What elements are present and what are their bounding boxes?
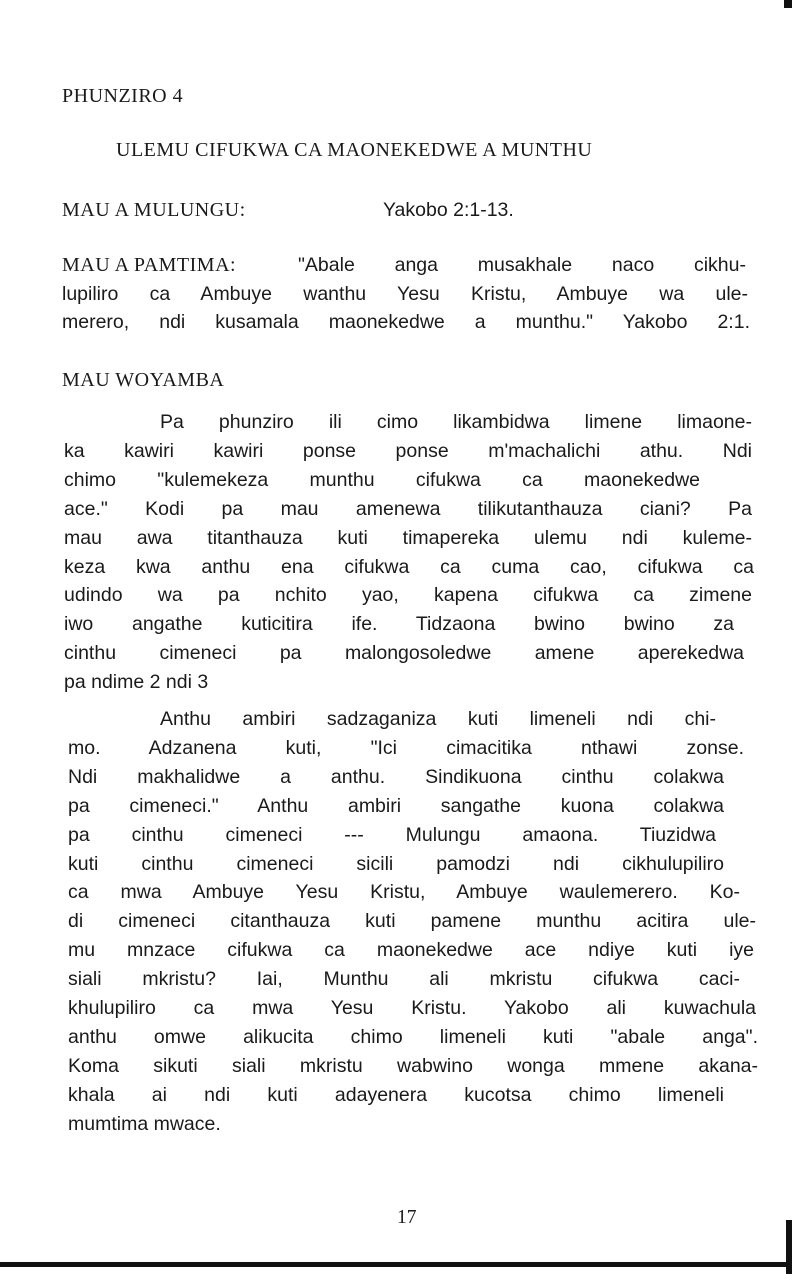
paragraph-line: pa cimeneci." Anthu ambiri sangathe kuona colakwa: [68, 794, 724, 817]
paragraph-line: pa cinthu cimeneci --- Mulungu amaona. Tiuzidwa: [68, 823, 716, 846]
paragraph-line: khala ai ndi kuti adayenera kucotsa chimo limeneli: [68, 1083, 724, 1106]
intro-heading: MAU WOYAMBA: [62, 369, 225, 391]
paragraph-line: Pa phunziro ili cimo likambidwa limene limaone-: [160, 411, 752, 433]
paragraph-line: ka kawiri kawiri ponse ponse m'machalichi athu. Ndi: [64, 439, 752, 462]
scripture-label: MAU A MULUNGU:: [62, 199, 246, 221]
paragraph-line: Koma sikuti siali mkristu wabwino wonga mmene akana-: [68, 1054, 758, 1077]
scripture-reference: Yakobo 2:1-13.: [383, 199, 514, 221]
paragraph-line: mo. Adzanena kuti, "Ici cimacitika nthawi zonse.: [68, 736, 744, 759]
memory-verse-label: MAU A PAMTIMA:: [62, 254, 237, 276]
paragraph-line: mu mnzace cifukwa ca maonekedwe ace ndiye kuti iye: [68, 939, 754, 962]
memory-verse-line: "Abale anga musakhale naco cikhu-: [298, 254, 746, 276]
paragraph-line: khulupiliro ca mwa Yesu Kristu. Yakobo ali kuwachula: [68, 997, 756, 1019]
paragraph-line: mau awa titanthauza kuti timapereka ulemu ndi kuleme-: [64, 526, 752, 549]
paragraph-line: ca mwa Ambuye Yesu Kristu, Ambuye waulemerero. Ko-: [68, 881, 740, 904]
paragraph-line: ace." Kodi pa mau amenewa tilikutanthauza ciani? Pa: [64, 497, 752, 520]
memory-verse-line: lupiliro ca Ambuye wanthu Yesu Kristu, Ambuye wa ule-: [62, 283, 748, 305]
paragraph-line: pa ndime 2 ndi 3: [64, 671, 209, 694]
paragraph-line: siali mkristu? Iai, Munthu ali mkristu cifukwa caci-: [68, 968, 740, 991]
scan-edge-bottom: [0, 1262, 792, 1267]
page-number: 17: [397, 1207, 417, 1228]
scan-edge-top: [784, 0, 792, 8]
paragraph-line: chimo "kulemekeza munthu cifukwa ca maonekedwe: [64, 468, 700, 491]
paragraph-line: Anthu ambiri sadzaganiza kuti limeneli ndi chi-: [160, 708, 716, 730]
lesson-label: PHUNZIRO 4: [62, 85, 184, 107]
memory-verse-line: merero, ndi kusamala maonekedwe a munthu." Yakobo 2:1.: [62, 311, 750, 333]
paragraph-line: keza kwa anthu ena cifukwa ca cuma cao, cifukwa ca: [64, 555, 754, 578]
paragraph-line: kuti cinthu cimeneci sicili pamodzi ndi cikhulupiliro: [68, 852, 724, 875]
paragraph-line: udindo wa pa nchito yao, kapena cifukwa ca zimene: [64, 584, 752, 607]
paragraph-line: mumtima mwace.: [68, 1112, 221, 1135]
paragraph-line: di cimeneci citanthauza kuti pamene munthu acitira ule-: [68, 910, 756, 933]
paragraph-line: Ndi makhalidwe a anthu. Sindikuona cinthu colakwa: [68, 765, 724, 788]
paragraph-line: cinthu cimeneci pa malongosoledwe amene aperekedwa: [64, 642, 744, 665]
scan-edge-right: [786, 1220, 792, 1274]
paragraph-line: iwo angathe kuticitira ife. Tidzaona bwino bwino za: [64, 613, 734, 636]
paragraph-line: anthu omwe alikucita chimo limeneli kuti "abale anga".: [68, 1025, 758, 1048]
lesson-title: ULEMU CIFUKWA CA MAONEKEDWE A MUNTHU: [116, 139, 593, 161]
